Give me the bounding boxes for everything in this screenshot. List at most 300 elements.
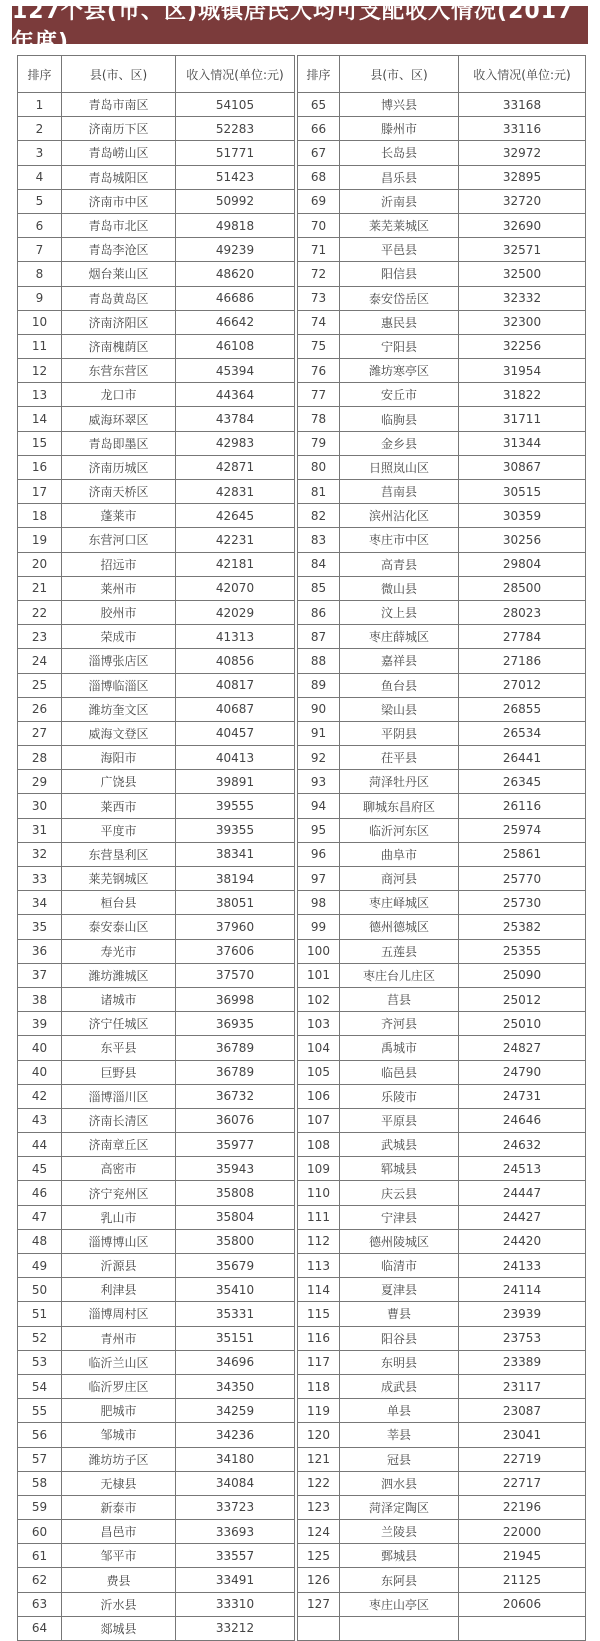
table-row [18, 576, 295, 600]
cell-county: 德州陵城区 [340, 1229, 459, 1253]
cell-rank: 40 [18, 1036, 62, 1060]
cell-rank: 127 [298, 1592, 340, 1616]
cell-rank: 90 [298, 697, 340, 721]
cell-rank: 37 [18, 963, 62, 987]
cell-county: 齐河县 [340, 1012, 459, 1036]
cell-income: 40856 [176, 649, 295, 673]
cell-income: 32972 [459, 141, 586, 165]
cell-rank: 32 [18, 842, 62, 866]
cell-income: 27012 [459, 673, 586, 697]
cell-income: 45394 [176, 359, 295, 383]
table-row [18, 649, 295, 673]
table-row [18, 359, 295, 383]
table-row [18, 697, 295, 721]
cell-income: 26855 [459, 697, 586, 721]
table-row [298, 480, 586, 504]
table-row [18, 1520, 295, 1544]
cell-county: 淄博张店区 [62, 649, 176, 673]
table-row [18, 286, 295, 310]
cell-rank: 2 [18, 117, 62, 141]
cell-rank: 88 [298, 649, 340, 673]
cell-county: 东平县 [62, 1036, 176, 1060]
cell-county: 武城县 [340, 1133, 459, 1157]
cell-income: 25355 [459, 939, 586, 963]
cell-county: 莱州市 [62, 576, 176, 600]
cell-rank: 46 [18, 1181, 62, 1205]
table-row [18, 407, 295, 431]
income-table-left [17, 55, 295, 1641]
cell-income: 24827 [459, 1036, 586, 1060]
table-row [298, 1278, 586, 1302]
table-row [298, 455, 586, 479]
cell-income: 24790 [459, 1060, 586, 1084]
table-row [18, 1012, 295, 1036]
cell-rank: 78 [298, 407, 340, 431]
cell-income: 23753 [459, 1326, 586, 1350]
cell-income: 41313 [176, 625, 295, 649]
cell-county: 夏津县 [340, 1278, 459, 1302]
cell-income: 24427 [459, 1205, 586, 1229]
table-row [298, 1133, 586, 1157]
table-row [298, 576, 586, 600]
cell-income: 31344 [459, 431, 586, 455]
cell-rank: 114 [298, 1278, 340, 1302]
cell-rank: 60 [18, 1520, 62, 1544]
cell-rank: 23 [18, 625, 62, 649]
cell-rank: 56 [18, 1423, 62, 1447]
cell-income: 36935 [176, 1012, 295, 1036]
cell-county: 昌乐县 [340, 165, 459, 189]
cell-income: 26116 [459, 794, 586, 818]
table-row [298, 383, 586, 407]
table-row [298, 625, 586, 649]
cell-income: 27784 [459, 625, 586, 649]
cell-county: 冠县 [340, 1447, 459, 1471]
table-row [298, 1374, 586, 1398]
cell-rank: 85 [298, 576, 340, 600]
table-row [18, 383, 295, 407]
cell-rank: 104 [298, 1036, 340, 1060]
table-row [18, 770, 295, 794]
table-row [18, 625, 295, 649]
cell-income: 35331 [176, 1302, 295, 1326]
cell-county: 肥城市 [62, 1399, 176, 1423]
cell-county: 莱芜莱城区 [340, 213, 459, 237]
cell-income: 44364 [176, 383, 295, 407]
cell-income: 46108 [176, 334, 295, 358]
cell-county: 海阳市 [62, 746, 176, 770]
cell-income: 23087 [459, 1399, 586, 1423]
cell-income: 26534 [459, 721, 586, 745]
cell-county: 荣成市 [62, 625, 176, 649]
cell-county: 泰安泰山区 [62, 915, 176, 939]
table-row [298, 721, 586, 745]
cell-rank: 63 [18, 1592, 62, 1616]
table-row [18, 1084, 295, 1108]
cell-income: 25770 [459, 867, 586, 891]
cell-rank: 20 [18, 552, 62, 576]
cell-rank: 59 [18, 1495, 62, 1519]
cell-county: 滨州沾化区 [340, 504, 459, 528]
cell-county: 淄博周村区 [62, 1302, 176, 1326]
table-row [298, 117, 586, 141]
table-row [18, 891, 295, 915]
table-row [298, 407, 586, 431]
table-row [18, 455, 295, 479]
cell-income: 37606 [176, 939, 295, 963]
table-row [298, 504, 586, 528]
cell-county: 鱼台县 [340, 673, 459, 697]
table-row [298, 1229, 586, 1253]
cell-rank: 80 [298, 455, 340, 479]
cell-county: 五莲县 [340, 939, 459, 963]
page-title: 127个县(市、区)城镇居民人均可支配收入情况(2017年度) [12, 6, 588, 44]
table-row [298, 310, 586, 334]
cell-income: 42871 [176, 455, 295, 479]
cell-county: 青州市 [62, 1326, 176, 1350]
cell-rank: 51 [18, 1302, 62, 1326]
cell-rank: 84 [298, 552, 340, 576]
cell-rank: 125 [298, 1544, 340, 1568]
table-row [298, 1205, 586, 1229]
table-row [18, 1447, 295, 1471]
cell-rank: 96 [298, 842, 340, 866]
header-rank: 排序 [18, 56, 62, 93]
cell-income: 21945 [459, 1544, 586, 1568]
cell-income: 33693 [176, 1520, 295, 1544]
cell-county: 曲阜市 [340, 842, 459, 866]
cell-county: 东营垦利区 [62, 842, 176, 866]
table-row [298, 359, 586, 383]
table-row [298, 673, 586, 697]
table-row [18, 939, 295, 963]
table-row [18, 794, 295, 818]
table-row [298, 1084, 586, 1108]
table-row [18, 987, 295, 1011]
cell-county: 寿光市 [62, 939, 176, 963]
table-row [298, 1060, 586, 1084]
cell-income: 29804 [459, 552, 586, 576]
cell-rank: 106 [298, 1084, 340, 1108]
table-row [18, 1181, 295, 1205]
table-row [298, 165, 586, 189]
cell-income: 33723 [176, 1495, 295, 1519]
table-row [298, 93, 586, 117]
cell-income: 36789 [176, 1060, 295, 1084]
cell-county: 莒南县 [340, 480, 459, 504]
cell-county: 临清市 [340, 1254, 459, 1278]
cell-county: 青岛黄岛区 [62, 286, 176, 310]
cell-county: 蓬莱市 [62, 504, 176, 528]
cell-county: 阳谷县 [340, 1326, 459, 1350]
cell-rank: 91 [298, 721, 340, 745]
cell-income: 51771 [176, 141, 295, 165]
table-row [18, 1471, 295, 1495]
cell-rank: 76 [298, 359, 340, 383]
cell-rank: 54 [18, 1374, 62, 1398]
cell-income: 42231 [176, 528, 295, 552]
cell-county: 泗水县 [340, 1471, 459, 1495]
cell-income: 35679 [176, 1254, 295, 1278]
cell-rank: 107 [298, 1108, 340, 1132]
cell-county: 招远市 [62, 552, 176, 576]
cell-county: 济南章丘区 [62, 1133, 176, 1157]
table-row [18, 1036, 295, 1060]
table-header-row [18, 56, 295, 93]
table-row [18, 141, 295, 165]
cell-rank: 74 [298, 310, 340, 334]
cell-income: 40687 [176, 697, 295, 721]
cell-county: 东营东营区 [62, 359, 176, 383]
cell-county: 平度市 [62, 818, 176, 842]
table-row [18, 1399, 295, 1423]
cell-rank: 39 [18, 1012, 62, 1036]
cell-income: 23939 [459, 1302, 586, 1326]
table-row [18, 1495, 295, 1519]
cell-income: 33212 [176, 1616, 295, 1640]
cell-county: 新泰市 [62, 1495, 176, 1519]
cell-county: 济南历下区 [62, 117, 176, 141]
cell-county: 滕州市 [340, 117, 459, 141]
cell-rank: 75 [298, 334, 340, 358]
cell-county: 青岛即墨区 [62, 431, 176, 455]
cell-rank: 21 [18, 576, 62, 600]
cell-rank: 40 [18, 1060, 62, 1084]
cell-rank: 38 [18, 987, 62, 1011]
cell-rank: 79 [298, 431, 340, 455]
cell-county: 宁津县 [340, 1205, 459, 1229]
cell-rank: 29 [18, 770, 62, 794]
table-row [18, 1544, 295, 1568]
cell-income: 39555 [176, 794, 295, 818]
table-row [18, 867, 295, 891]
table-row [298, 1108, 586, 1132]
cell-income: 22000 [459, 1520, 586, 1544]
cell-county: 潍坊潍城区 [62, 963, 176, 987]
cell-income: 24731 [459, 1084, 586, 1108]
cell-county: 费县 [62, 1568, 176, 1592]
cell-rank: 111 [298, 1205, 340, 1229]
table-row [298, 867, 586, 891]
table-row [18, 480, 295, 504]
cell-county: 禹城市 [340, 1036, 459, 1060]
cell-county: 临沂罗庄区 [62, 1374, 176, 1398]
cell-rank: 17 [18, 480, 62, 504]
cell-rank: 11 [18, 334, 62, 358]
cell-income: 35808 [176, 1181, 295, 1205]
cell-county: 青岛市南区 [62, 93, 176, 117]
table-row [18, 963, 295, 987]
table-header-row [298, 56, 586, 93]
cell-county: 曹县 [340, 1302, 459, 1326]
table-row [298, 552, 586, 576]
cell-county: 梁山县 [340, 697, 459, 721]
cell-rank: 121 [298, 1447, 340, 1471]
cell-rank: 73 [298, 286, 340, 310]
cell-rank: 43 [18, 1108, 62, 1132]
cell-rank: 57 [18, 1447, 62, 1471]
cell-income: 34180 [176, 1447, 295, 1471]
header-income: 收入情况(单位:元) [176, 56, 295, 93]
cell-rank: 77 [298, 383, 340, 407]
cell-rank: 122 [298, 1471, 340, 1495]
cell-rank: 72 [298, 262, 340, 286]
table-row [18, 1350, 295, 1374]
table-row [18, 1108, 295, 1132]
cell-county: 东明县 [340, 1350, 459, 1374]
table-row [18, 1592, 295, 1616]
cell-county: 青岛城阳区 [62, 165, 176, 189]
cell-income: 25382 [459, 915, 586, 939]
cell-income: 34236 [176, 1423, 295, 1447]
table-row [298, 1568, 586, 1592]
cell-income: 49239 [176, 238, 295, 262]
cell-county: 济南济阳区 [62, 310, 176, 334]
cell-county: 青岛市北区 [62, 213, 176, 237]
cell-income: 49818 [176, 213, 295, 237]
cell-rank: 115 [298, 1302, 340, 1326]
cell-income: 48620 [176, 262, 295, 286]
cell-rank: 18 [18, 504, 62, 528]
cell-income: 38051 [176, 891, 295, 915]
income-table-right [297, 55, 586, 1641]
table-row [298, 1302, 586, 1326]
table-row [18, 1133, 295, 1157]
cell-county: 庆云县 [340, 1181, 459, 1205]
table-row [298, 842, 586, 866]
cell-income: 33310 [176, 1592, 295, 1616]
table-row [298, 915, 586, 939]
cell-county: 巨野县 [62, 1060, 176, 1084]
table-row [18, 262, 295, 286]
table-row [18, 1568, 295, 1592]
cell-county: 济南长清区 [62, 1108, 176, 1132]
cell-income: 32690 [459, 213, 586, 237]
cell-rank: 116 [298, 1326, 340, 1350]
cell-county: 济南槐荫区 [62, 334, 176, 358]
cell-income: 24632 [459, 1133, 586, 1157]
cell-rank: 117 [298, 1350, 340, 1374]
cell-rank: 108 [298, 1133, 340, 1157]
cell-income: 23117 [459, 1374, 586, 1398]
cell-rank: 99 [298, 915, 340, 939]
table-row [18, 189, 295, 213]
table-row [18, 213, 295, 237]
cell-rank: 61 [18, 1544, 62, 1568]
cell-rank: 98 [298, 891, 340, 915]
cell-income: 37960 [176, 915, 295, 939]
table-row [298, 1326, 586, 1350]
cell-county: 广饶县 [62, 770, 176, 794]
cell-rank [298, 1616, 340, 1640]
cell-county: 邹平市 [62, 1544, 176, 1568]
table-row [298, 1423, 586, 1447]
cell-county: 莘县 [340, 1423, 459, 1447]
cell-rank: 28 [18, 746, 62, 770]
cell-income: 33168 [459, 93, 586, 117]
cell-income: 32720 [459, 189, 586, 213]
cell-rank: 105 [298, 1060, 340, 1084]
cell-income: 26441 [459, 746, 586, 770]
cell-rank: 83 [298, 528, 340, 552]
cell-income: 32895 [459, 165, 586, 189]
cell-county: 茌平县 [340, 746, 459, 770]
cell-county: 菏泽定陶区 [340, 1495, 459, 1519]
cell-county: 平邑县 [340, 238, 459, 262]
cell-income: 25010 [459, 1012, 586, 1036]
cell-rank: 5 [18, 189, 62, 213]
table-row [298, 1157, 586, 1181]
cell-rank: 16 [18, 455, 62, 479]
cell-income: 35977 [176, 1133, 295, 1157]
cell-rank: 66 [298, 117, 340, 141]
cell-income: 36998 [176, 987, 295, 1011]
cell-county: 聊城东昌府区 [340, 794, 459, 818]
cell-county: 无棣县 [62, 1471, 176, 1495]
cell-income: 42181 [176, 552, 295, 576]
cell-income: 22196 [459, 1495, 586, 1519]
cell-rank: 22 [18, 600, 62, 624]
cell-county: 利津县 [62, 1278, 176, 1302]
cell-rank: 113 [298, 1254, 340, 1278]
cell-income: 30515 [459, 480, 586, 504]
cell-income: 34350 [176, 1374, 295, 1398]
cell-rank: 65 [298, 93, 340, 117]
table-row [298, 528, 586, 552]
cell-rank: 33 [18, 867, 62, 891]
cell-income: 30867 [459, 455, 586, 479]
cell-rank: 93 [298, 770, 340, 794]
table-row [18, 238, 295, 262]
cell-income: 33491 [176, 1568, 295, 1592]
cell-rank: 49 [18, 1254, 62, 1278]
cell-rank: 70 [298, 213, 340, 237]
cell-county: 惠民县 [340, 310, 459, 334]
cell-rank: 6 [18, 213, 62, 237]
cell-income: 39891 [176, 770, 295, 794]
cell-rank: 101 [298, 963, 340, 987]
cell-county: 威海环翠区 [62, 407, 176, 431]
table-row [298, 963, 586, 987]
cell-income: 32571 [459, 238, 586, 262]
cell-rank: 81 [298, 480, 340, 504]
cell-income: 24133 [459, 1254, 586, 1278]
table-row [298, 238, 586, 262]
cell-county: 菏泽牡丹区 [340, 770, 459, 794]
table-row [18, 915, 295, 939]
cell-income: 28500 [459, 576, 586, 600]
cell-rank: 97 [298, 867, 340, 891]
table-row [298, 1447, 586, 1471]
cell-income: 46642 [176, 310, 295, 334]
cell-rank: 15 [18, 431, 62, 455]
table-row [18, 818, 295, 842]
cell-income: 34084 [176, 1471, 295, 1495]
cell-county: 莱西市 [62, 794, 176, 818]
cell-rank: 10 [18, 310, 62, 334]
cell-rank: 36 [18, 939, 62, 963]
cell-county: 东营河口区 [62, 528, 176, 552]
cell-income: 20606 [459, 1592, 586, 1616]
table-row [298, 286, 586, 310]
cell-county: 济南市中区 [62, 189, 176, 213]
cell-income: 42029 [176, 600, 295, 624]
cell-income: 30256 [459, 528, 586, 552]
cell-county: 商河县 [340, 867, 459, 891]
cell-income: 24513 [459, 1157, 586, 1181]
table-row [18, 746, 295, 770]
cell-county: 威海文登区 [62, 721, 176, 745]
